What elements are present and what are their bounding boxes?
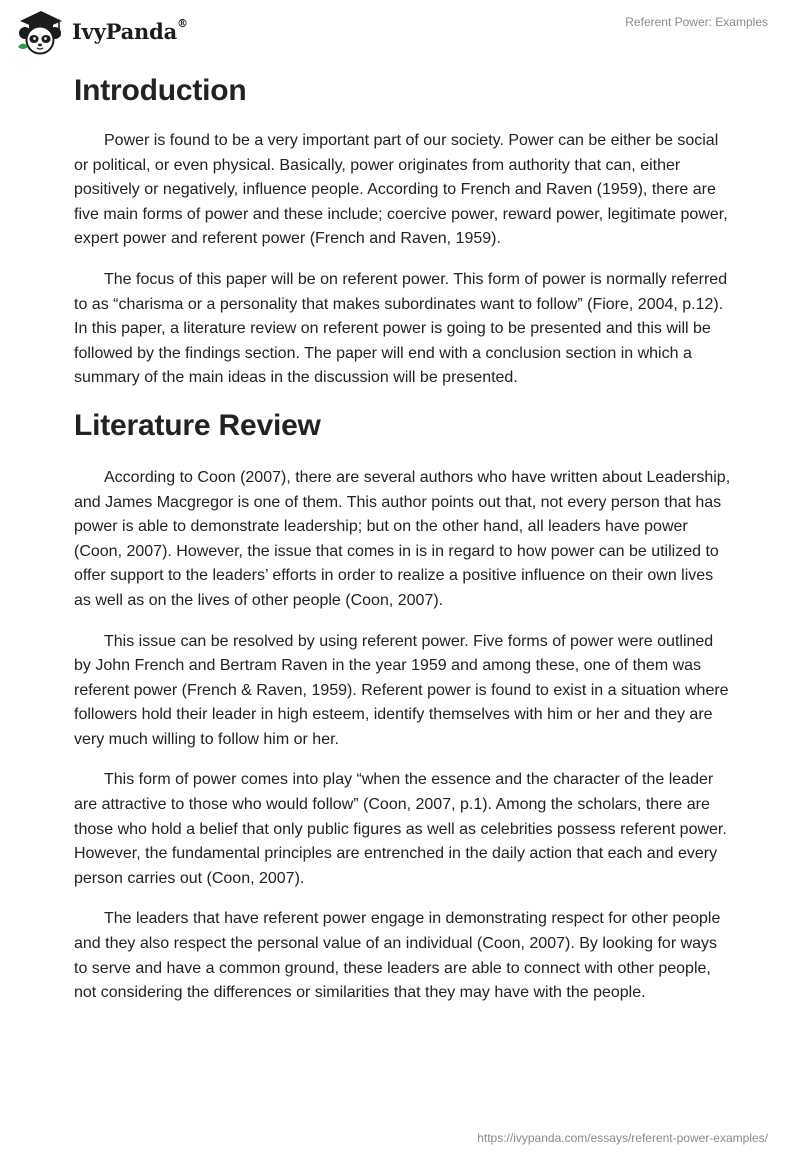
section-heading-introduction: Introduction bbox=[74, 74, 247, 107]
document-title: Referent Power: Examples bbox=[625, 15, 768, 29]
paragraph: This issue can be resolved by using referent power. Five forms of power were outlined by John French and Bertram Raven in the year 1959 and among these, one of them was referent power (French & Raven, 1959). Referent power is found to exist in a situation where followers hold their leader in high esteem, identify themselves with him or her and they are very much willing to follow him or her. bbox=[74, 632, 729, 748]
paragraph: According to Coon (2007), there are several authors who have written about Leadership, and James Macgregor is one of them. This author points out that, not every person that has power is able to demonstrate leadership; but on the other hand, all leaders have power (Coon, 2007). However, the issue that comes in is in regard to how power can be utilized to offer support to the leaders’ efforts in order to realize a positive influence on their own lives as well as on the lives of other people (Coon, 2007). bbox=[74, 468, 731, 609]
paragraph: The leaders that have referent power engage in demonstrating respect for other people and they also respect the personal value of an individual (Coon, 2007). By looking for ways to serve and have a common ground, these leaders are able to connect with other people, not considering the differences or similarities that they may have with the people. bbox=[74, 910, 721, 1002]
paragraph: This form of power comes into play “when the essence and the character of the leader are attractive to those who would follow” (Coon, 2007, p.1). Among the scholars, there are those who hold a belief that only public figures as well as celebrities possess referent power. However, the fundamental principles are entrenched in the daily action that each and every person carries out (Coon, 2007). bbox=[74, 771, 727, 887]
panda-graduate-icon bbox=[14, 7, 66, 55]
paragraph: The focus of this paper will be on referent power. This form of power is normally referred to as “charisma or a personality that makes subordinates want to follow” (Fiore, 2004, p.12). In this paper, a literature review on referent power is going to be presented and this will be followed by the findings section. The paper will end with a conclusion section in which a summary of the main ideas in the discussion will be presented. bbox=[74, 270, 728, 387]
section-heading-literature-review: Literature Review bbox=[74, 408, 321, 442]
paragraph: Power is found to be a very important part of our society. Power can be either be social or political, or even physical. Basically, power originates from authority that can, either positively or negatively, influence people. According to French and Raven (1959), there are five main forms of power and these include; coercive power, reward power, legitimate power, expert power and referent power (French and Raven, 1959). bbox=[74, 132, 728, 248]
source-url-link[interactable]: https://ivypanda.com/essays/referent-power-examples/ bbox=[477, 1131, 768, 1145]
brand-logo[interactable] bbox=[14, 7, 188, 55]
page-header bbox=[0, 0, 800, 60]
essay-body bbox=[74, 72, 734, 1022]
brand-name: IvyPanda® bbox=[72, 16, 188, 44]
